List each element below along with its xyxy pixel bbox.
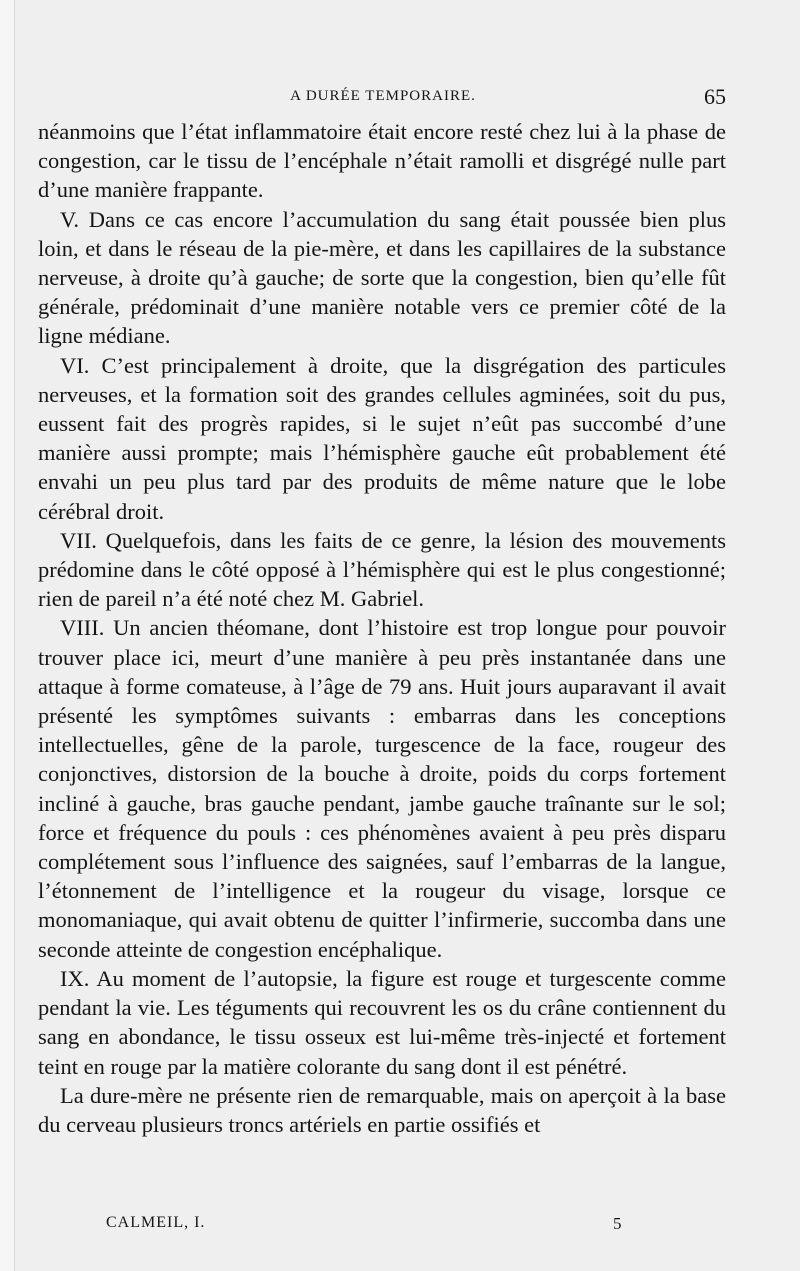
paragraph: V. Dans ce cas encore l’accumulation du sang était poussée bien plus loin, et dans le réseau de la pie-mère, et dans les capillaires de la substance nerveuse, à droite qu’à gauche; de sorte que la congestion, bien qu’elle fût générale, prédominait d’une manière notable vers ce premier côté de la ligne médiane. — [38, 206, 726, 349]
signature-mark: 5 — [613, 1214, 622, 1233]
page-footer — [40, 1214, 726, 1240]
author-volume: CALMEIL, I. — [106, 1214, 206, 1231]
body-text — [38, 117, 726, 1139]
page-number: 65 — [704, 84, 726, 109]
running-header — [40, 84, 726, 112]
paragraph: VII. Quelquefois, dans les faits de ce genre, la lésion des mouvements prédomine dans le côté opposé à l’hémisphère qui est le plus congestionné; rien de pareil n’a été noté chez M. Gabriel. — [38, 527, 726, 612]
running-title: A DURÉE TEMPORAIRE. — [290, 88, 476, 104]
paragraph: IX. Au moment de l’autopsie, la figure est rouge et turgescente comme pendant la vie. Les téguments qui recouvrent les os du crâne contiennent du sang en abondance, le tissu osseux est lui-même très-injecté et fortement teint en rouge par la matière colorante du sang dont il est pénétré. — [38, 965, 726, 1079]
paragraph: néanmoins que l’état inflammatoire était encore resté chez lui à la phase de congestion, car le tissu de l’encéphale n’était ramolli et disgrégé nulle part d’une manière frappante. — [38, 119, 726, 203]
page-edge — [0, 0, 15, 1271]
paragraph: VI. C’est principalement à droite, que la disgrégation des particules nerveuses, et la formation soit des grandes cellules agminées, soit du pus, eussent fait des progrès rapides, si le sujet n’eût pas succombé d’une manière aussi prompte; mais l’hémisphère gauche eût probablement été envahi un peu plus tard par des produits de même nature que le lobe cérébral droit. — [38, 352, 726, 524]
paragraph: La dure-mère ne présente rien de remarquable, mais on aperçoit à la base du cerveau plusieurs troncs artériels en partie ossifiés et — [38, 1082, 726, 1137]
paragraph: VIII. Un ancien théomane, dont l’histoire est trop longue pour pouvoir trouver place ici, meurt d’une manière à peu près instantanée dans une attaque à forme comateuse, à l’âge de 79 ans. Huit jours auparavant il avait présenté les symptômes suivants : embarras dans les conceptions intellectuelles, gêne de la parole, turgescence de la face, rougeur des conjonctives, distorsion de la bouche à droite, poids du corps fortement incliné à gauche, bras gauche pendant, jambe gauche traînante sur le sol; force et fréquence du pouls : ces phénomènes avaient à peu près disparu complétement sous l’influence des saignées, sauf l’embarras de la langue, l’étonnement de l’intelligence et la rougeur du visage, lorsque ce monomaniaque, qui avait obtenu de quitter l’infirmerie, succomba dans une seconde atteinte de congestion encéphalique. — [38, 615, 726, 962]
